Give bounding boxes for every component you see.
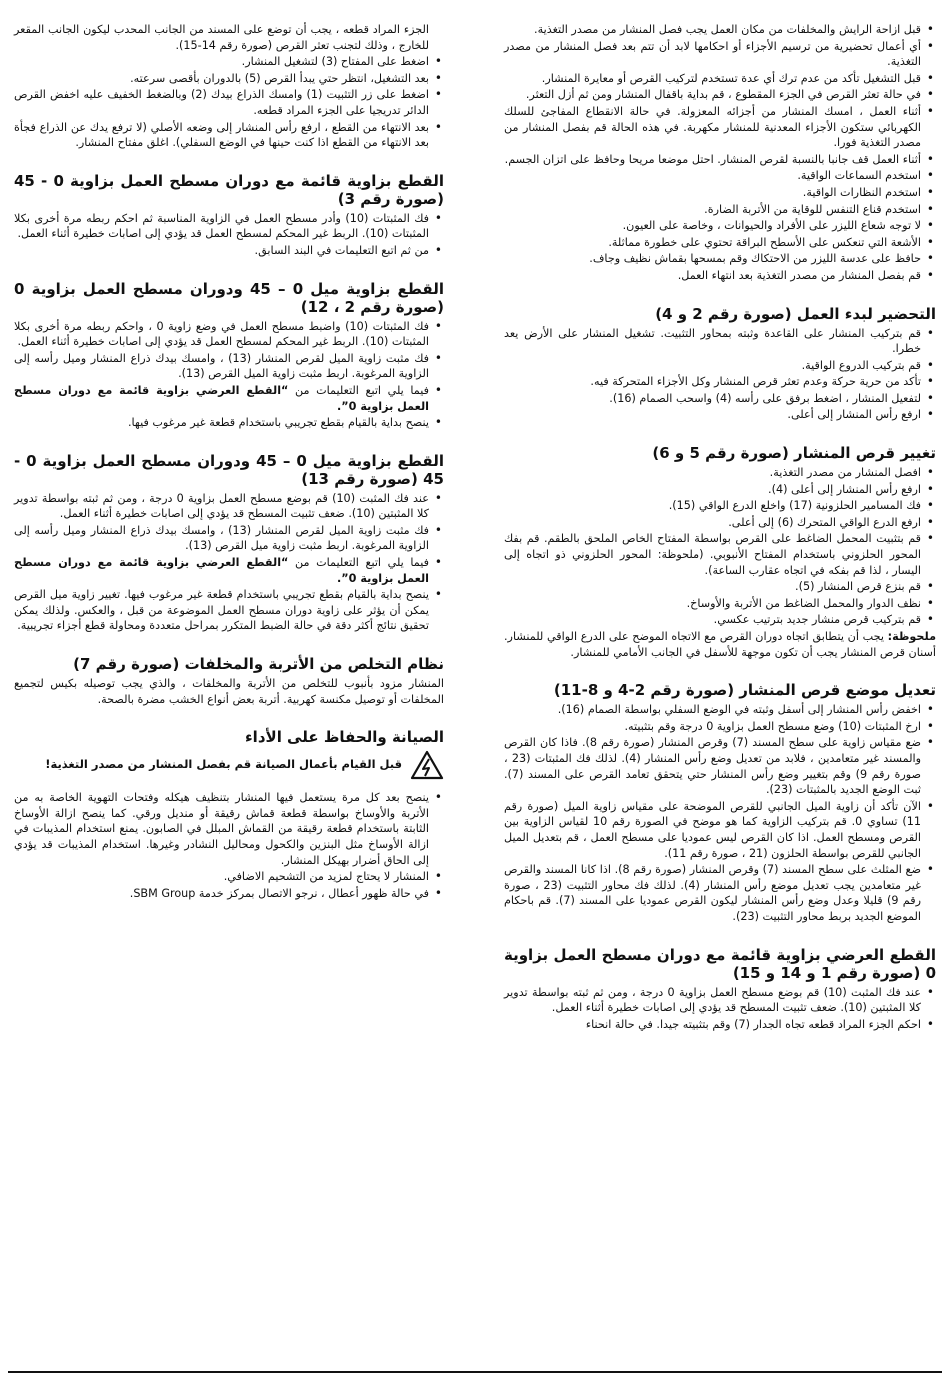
- section-title-blade: تغيير قرص المنشار (صورة رقم 5 و 6): [652, 444, 936, 463]
- list-item: • لا توجه شعاع الليزر على الأفراد والحيوانات ، وخاصة على العيون.: [504, 218, 921, 234]
- list-item: • احكم الجزء المراد قطعه تجاه الجدار (7) وقم بتثبيته جيدا. في حالة انحناء: [504, 1017, 921, 1033]
- list-item: • تأكد من حرية حركة وعدم تعثر قرص المنشار وكل الأجزاء المتحركة فيه.: [504, 374, 921, 390]
- list-item: • الآن تأكد أن زاوية الميل الجانبي للقرص الموضحة على مقياس زاوية الميل (صورة رقم 11) تساوي 0. قم بتركيب الزاوية كما هو موضح في الصورة رقم 10 لقياس الزاوية بين القرص ومسطح العمل. اذا كان القرص ليس عموديا على مسطح العمل ، قم بتعديل الميل الجانبي للقرص بواسطة الحلزون (21 ، صورة رقم 11).: [504, 799, 921, 861]
- follow-text: فيما يلي اتبع التعليمات من: [288, 556, 429, 570]
- section-title-s45: القطع بزاوية قائمة مع دوران مسطح العمل بزاوية 0 - 45 (صورة رقم 3): [14, 171, 444, 208]
- cont-list: [14, 22, 444, 151]
- list-item: • أي أعمال تحضيرية من ترسيم الأجزاء أو احكامها لابد أن تتم بعد فصل المنشار من مصدر التغذية.: [504, 39, 921, 70]
- list-item: • الأشعة التي تنعكس على الأسطح البراقة تحتوي على خطورة مماثلة.: [504, 235, 921, 251]
- list-item: • قبل ازاحة الرايش والمخلفات من مكان العمل يجب فصل المنشار من مصدر التغذية.: [504, 22, 921, 38]
- follow-ref: “القطع العرضي بزاوية قائمة مع دوران مسطح العمل بزاوية 0”.: [14, 383, 429, 413]
- follow-text: فيما يلي اتبع التعليمات من: [288, 383, 429, 397]
- list-item: • ينصح بعد كل مرة يستعمل فيها المنشار بتنظيف هيكله وفتحات التهوية الخاصة به من الأتربة والأوساخ بواسطة قطعة قماش رقيقة أو منديل ورقي. كما ينصح ازالة الأوساخ الثابتة باستخدام قطعة رقيقة من القماش المبلل في الصابون. يمنع استخدام المذيبات في ازالة الأوساخ مثل البنزين والكحول ومحاليل النشادر وغيرها. استخدام المذيبات قد يؤدي إلى الحاق أضرار بهيكل المنشار.: [14, 790, 429, 868]
- list-item: • فك مثبت زاوية الميل لقرص المنشار (13) ، وامسك بيدك ذراع المنشار وميل رأسه إلى الزاوية المرغوبة. اربط مثبت زاوية ميل القرص (13).: [14, 523, 429, 554]
- dust-text: المنشار مزود بأنبوب للتخلص من الأتربة والمخلفات ، والذي يجب توصيله بكيس لتجميع المخلفات أو توصيل مكنسة كهربية. أتربة بعض أنواع الخشب مضرة بالصحة.: [14, 677, 444, 706]
- blade-note: [504, 629, 936, 660]
- list-item: • اضغط على زر التثبيت (1) وامسك الذراع بيدك (2) وبالضغط الخفيف عليه اخفض القرص الدائر تدريجيا على الجزء المراد قطعه.: [14, 87, 429, 118]
- list-item: • قم بتثبيت المحمل الضاغط على القرص بواسطة المفتاح الخاص الملحق بالطقم. قم بفك المحور الحلزوني باستخدام المفتاح الأنبوبي. (ملحوظة: المحور الحلزوني ذو اتجاه إلى اليسار ، لذا قم بفكه في اتجاه عقارب الساعة).: [504, 531, 921, 578]
- list-item: • ينصح بداية بالقيام بقطع تجريبي باستخدام قطعة غير مرغوب فيها.: [14, 415, 429, 431]
- section-title-maint: الصيانة والحفاظ على الأداء: [245, 728, 444, 747]
- list-item: [14, 555, 429, 586]
- list-item: • في حالة ظهور أعطال ، نرجو الاتصال بمركز خدمة SBM Group.: [14, 886, 429, 902]
- list-item: • قم بتركيب قرص منشار جديد بترتيب عكسي.: [504, 612, 921, 628]
- section-title-prep: التحضير لبدء العمل (صورة رقم 2 و 4): [655, 304, 936, 323]
- section-title-adjust: تعديل موضع قرص المنشار (صورة رقم 2-4 و 8-11): [553, 681, 936, 700]
- warning-row: [14, 750, 444, 780]
- list-item: • أثناء العمل ، امسك المنشار من أجزائه المعزولة. في حالة الانقطاع المفاجئ للسلك الكهربائي ستكون الأجزاء المعدنية للمنشار مكهربة. في هذه الحالة قم بفصل المنشار من مصدر التغذية فورا.: [504, 104, 921, 151]
- note-label: ملحوظة:: [887, 630, 936, 643]
- prep-list: [504, 326, 936, 424]
- list-item: • افصل المنشار من مصدر التغذية.: [504, 465, 921, 481]
- list-item: • ضع المثلث على سطح المسند (7) وقرص المنشار (صورة رقم 8). اذا كانا المسند والقرص غير متعامدين يجب تعديل موضع رأس المنشار (4). لذلك فك محاور التثبيت (23 ، صورة رقم 9) قليلا وعدل وضع رأس المنشار ليكون القرص عموديا على المسند (7). قم باحكام الموضع الجديد بربط محاور التثبيت (23).: [504, 862, 921, 924]
- list-item: • حافظ على عدسة الليزر من الاحتكاك وقم بمسحها بقماش نظيف وجاف.: [504, 251, 921, 267]
- list-item: • عند فك المثبت (10) قم بوضع مسطح العمل بزاوية 0 درجة ، ومن ثم ثبته بواسطة تدوير كلا المثبتين (10). ضعف تثبيت المسطح قد يؤدي إلى اصابات خطيرة أثناء العمل.: [504, 985, 921, 1016]
- list-item: • استخدم السماعات الواقية.: [504, 168, 921, 184]
- list-item: • استخدم قناع التنفس للوقاية من الأتربة الضارة.: [504, 202, 921, 218]
- section-title-cross: القطع العرضي بزاوية قائمة مع دوران مسطح العمل بزاوية 0 (صورة رقم 1 و 14 و 15): [504, 945, 936, 982]
- safety-list: [504, 22, 936, 284]
- section-title-tilt2: القطع بزاوية ميل 0 – 45 ودوران مسطح العمل بزاوية 0 - 45 (صورة رقم 13): [14, 451, 444, 488]
- follow-ref: “القطع العرضي بزاوية قائمة مع دوران مسطح العمل بزاوية 0”.: [14, 556, 429, 585]
- list-item: • قم بتركيب المنشار على القاعدة وثبته بمحاور التثبيت. تشغيل المنشار على الأرض يعد خطرا.: [504, 326, 921, 357]
- list-item: [14, 383, 429, 414]
- left-column: [14, 22, 444, 902]
- list-item: • قم بنزع قرص المنشار (5).: [504, 579, 921, 595]
- list-item: • عند فك المثبت (10) قم بوضع مسطح العمل بزاوية 0 درجة ، ومن ثم ثبته بواسطة تدوير كلا المثبتين (10). ضعف تثبيت المسطح قد يؤدي إلى اصابات خطيرة أثناء العمل.: [14, 491, 429, 522]
- list-item: الجزء المراد قطعه ، يجب أن توضع على المسند من الجانب المحدب ليكون الجانب المقعر للخارج ، وذلك لتجنب تعثر القرص (صورة رقم 14-15).: [14, 23, 429, 52]
- high-voltage-warning-icon: [410, 750, 444, 780]
- list-item: • اضغط على المفتاح (3) لتشغيل المنشار.: [14, 54, 429, 70]
- blade-list: [504, 465, 936, 628]
- list-item: • ارفع رأس المنشار إلى أعلى (4).: [504, 482, 921, 498]
- s45-list: [14, 211, 444, 259]
- tilt2-list: [14, 491, 444, 634]
- cross-list: [504, 985, 936, 1033]
- list-item: • ارفع الدرع الواقي المتحرك (6) إلى أعلى.: [504, 515, 921, 531]
- section-title-dust: نظام التخلص من الأتربة والمخلفات (صورة رقم 7): [73, 655, 444, 674]
- list-item: • اخفض رأس المنشار إلى أسفل وثبته في الوضع السفلي بواسطة الصمام (16).: [504, 702, 921, 718]
- list-item: • لتفعيل المنشار ، اضغط برفق على رأسه (4) واسحب الصمام (16).: [504, 391, 921, 407]
- list-item: • بعد الانتهاء من القطع ، ارفع رأس المنشار إلى وضعه الأصلي (لا ترفع يدك عن الذراع فجأة بعد الانتهاء من القطع اذا كنت حينها في الوضع السفلي). اغلق مفتاح المنشار.: [14, 120, 429, 151]
- list-item: • المنشار لا يحتاج لمزيد من التشحيم الاضافي.: [14, 869, 429, 885]
- right-column: [504, 22, 936, 1033]
- list-item: • فك مثبت زاوية الميل لقرص المنشار (13) ، وامسك بيدك ذراع المنشار وميل رأسه إلى الزاوية المرغوبة. اربط مثبت زاوية الميل القرص (13).: [14, 351, 429, 382]
- list-item: • أثناء العمل قف جانبا بالنسبة لقرص المنشار. احتل موضعا مريحا وحافظ على اتزان الجسم.: [504, 152, 921, 168]
- list-item: • استخدم النظارات الواقية.: [504, 185, 921, 201]
- note-text: يجب أن يتطابق اتجاه دوران القرص مع الاتجاه الموضح على الدرع الواقي للمنشار. أسنان قرص المنشار يجب أن تكون موجهة للأسفل في الجانب الأمامي للمنشار.: [504, 630, 936, 659]
- section-title-tilt: القطع بزاوية ميل 0 – 45 ودوران مسطح العمل بزاوية 0 (صورة رقم 2 ، 12): [14, 279, 444, 316]
- list-item: • ارخ المثبتات (10) وضع مسطح العمل بزاوية 0 درجة وقم بتثبيته.: [504, 719, 921, 735]
- list-item: • فك المثبتات (10) واضبط مسطح العمل في وضع زاوية 0 ، واحكم ربطه مرة أخرى بكلا المثبتات (10). الربط غير المحكم لمسطح العمل قد يؤدي إلى اصابات خطيرة أثناء العمل.: [14, 319, 429, 350]
- maint-list: [14, 790, 444, 901]
- list-item: • فك المثبتات (10) وأدر مسطح العمل في الزاوية المناسبة ثم احكم ربطه مرة أخرى بكلا المثبتات (10). الربط غير المحكم لمسطح العمل قد يؤدي إلى اصابات خطيرة أثناء العمل.: [14, 211, 429, 242]
- tilt-list: [14, 319, 444, 431]
- list-item: • قم بتركيب الدروع الواقية.: [504, 358, 921, 374]
- list-item: • ينصح بداية بالقيام بقطع تجريبي باستخدام قطعة غير مرغوب فيها. تغيير زاوية ميل القرص يمكن أن يؤثر على زاوية دوران مسطح العمل الموضوعة من قبل ، والعكس. ولذلك يمكن تحقيق نتائج أكثر دقة في حالة الضبط المتكرر بمراحل متعددة ومحاولة قطع أجزاء تجريبية.: [14, 587, 429, 634]
- list-item: • ضع مقياس زاوية على سطح المسند (7) وقرص المنشار (صورة رقم 8). فاذا كان القرص والمسند غير متعامدين ، فلابد من تعديل وضع رأس المنشار (4). لذلك فك المثبتات (23 ، صورة رقم 9) وقم بتغيير وضع رأس المنشار حتي يتحقق تعامد القرص على المسند (7). ثبت الوضع الجديد بالمثبتات (23).: [504, 735, 921, 797]
- list-item: • من ثم اتبع التعليمات في البند السابق.: [14, 243, 429, 259]
- list-item: • نظف الدوار والمحمل الضاغط من الأتربة والأوساخ.: [504, 596, 921, 612]
- list-item: • قبل التشغيل تأكد من عدم ترك أي عدة تستخدم لتركيب القرص أو معايرة المنشار.: [504, 71, 921, 87]
- list-item: • بعد التشغيل، انتظر حتي يبدأ القرص (5) بالدوران بأقصى سرعته.: [14, 71, 429, 87]
- adjust-list: [504, 702, 936, 924]
- bottom-rule: [8, 1371, 942, 1373]
- list-item: • فك المسامير الحلزونية (17) واخلع الدرع الواقي (15).: [504, 498, 921, 514]
- list-item: • ارفع رأس المنشار إلى أعلى.: [504, 407, 921, 423]
- warning-text: قبل القيام بأعمال الصيانة قم بفصل المنشار من مصدر التغذية!: [45, 757, 402, 772]
- list-item: • قم بفصل المنشار من مصدر التغذية بعد انتهاء العمل.: [504, 268, 921, 284]
- list-item: • في حالة تعثر القرص في الجزء المقطوع ، قم بداية باقفال المنشار ومن ثم أزل التعثر.: [504, 87, 921, 103]
